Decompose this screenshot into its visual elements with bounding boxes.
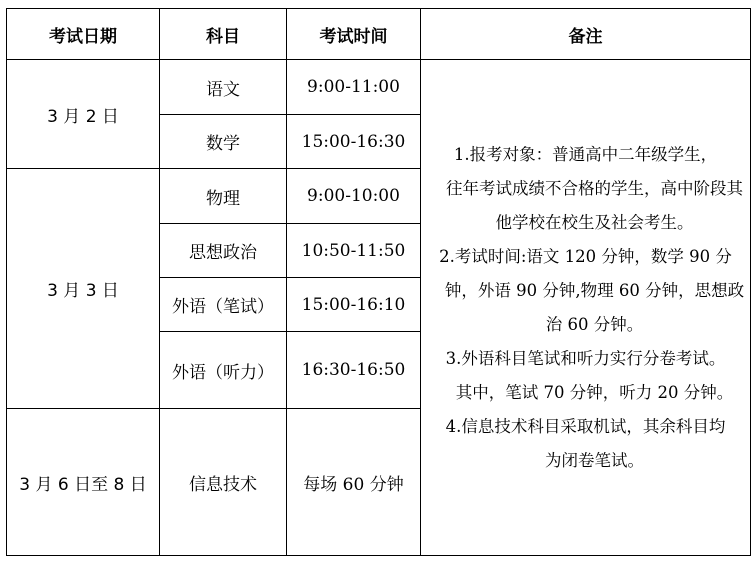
time-cell: 15:00-16:30 (287, 115, 421, 169)
time-cell: 10:50-11:50 (287, 224, 421, 278)
note-continuation: 往年考试成绩不合格的学生，高中阶段其他学校在校生及社会考生。 (446, 178, 743, 232)
header-subject: 科目 (160, 9, 287, 60)
date-cell: 3 月 2 日 (7, 60, 160, 169)
time-cell: 15:00-16:10 (287, 278, 421, 332)
note-continuation: 其中，笔试 70 分钟，听力 20 分钟。 (455, 382, 734, 402)
header-exam-date: 考试日期 (7, 9, 160, 60)
header-row (7, 9, 751, 60)
note-line: 4.信息技术科目采取机试，其余科目均 (445, 416, 726, 436)
note-line: 1.报考对象：普通高中二年级学生， (453, 144, 718, 164)
date-cell: 3 月 3 日 (7, 169, 160, 409)
note-item (421, 342, 750, 410)
note-continuation: 为闭卷笔试。 (545, 450, 644, 470)
exam-schedule-table (6, 8, 751, 556)
time-cell: 9:00-11:00 (287, 60, 421, 115)
header-notes: 备注 (421, 9, 751, 60)
time-cell: 16:30-16:50 (287, 332, 421, 409)
subject-cell: 语文 (160, 60, 287, 115)
time-cell: 9:00-10:00 (287, 169, 421, 224)
note-item (421, 410, 750, 478)
note-line: 3.外语科目笔试和听力实行分卷考试。 (445, 348, 726, 368)
table-row (7, 60, 751, 115)
time-cell: 每场 60 分钟 (287, 409, 421, 556)
note-item (421, 138, 750, 240)
subject-cell: 外语（笔试） (160, 278, 287, 332)
note-item (421, 240, 750, 342)
subject-cell: 信息技术 (160, 409, 287, 556)
note-continuation: 钟，外语 90 分钟,物理 60 分钟，思想政治 60 分钟。 (444, 280, 745, 334)
header-exam-time: 考试时间 (287, 9, 421, 60)
notes-cell (421, 60, 751, 556)
note-line: 2.考试时间:语文 120 分钟，数学 90 分 (439, 246, 732, 266)
subject-cell: 外语（听力） (160, 332, 287, 409)
subject-cell: 思想政治 (160, 224, 287, 278)
subject-cell: 物理 (160, 169, 287, 224)
subject-cell: 数学 (160, 115, 287, 169)
date-cell: 3 月 6 日至 8 日 (7, 409, 160, 556)
